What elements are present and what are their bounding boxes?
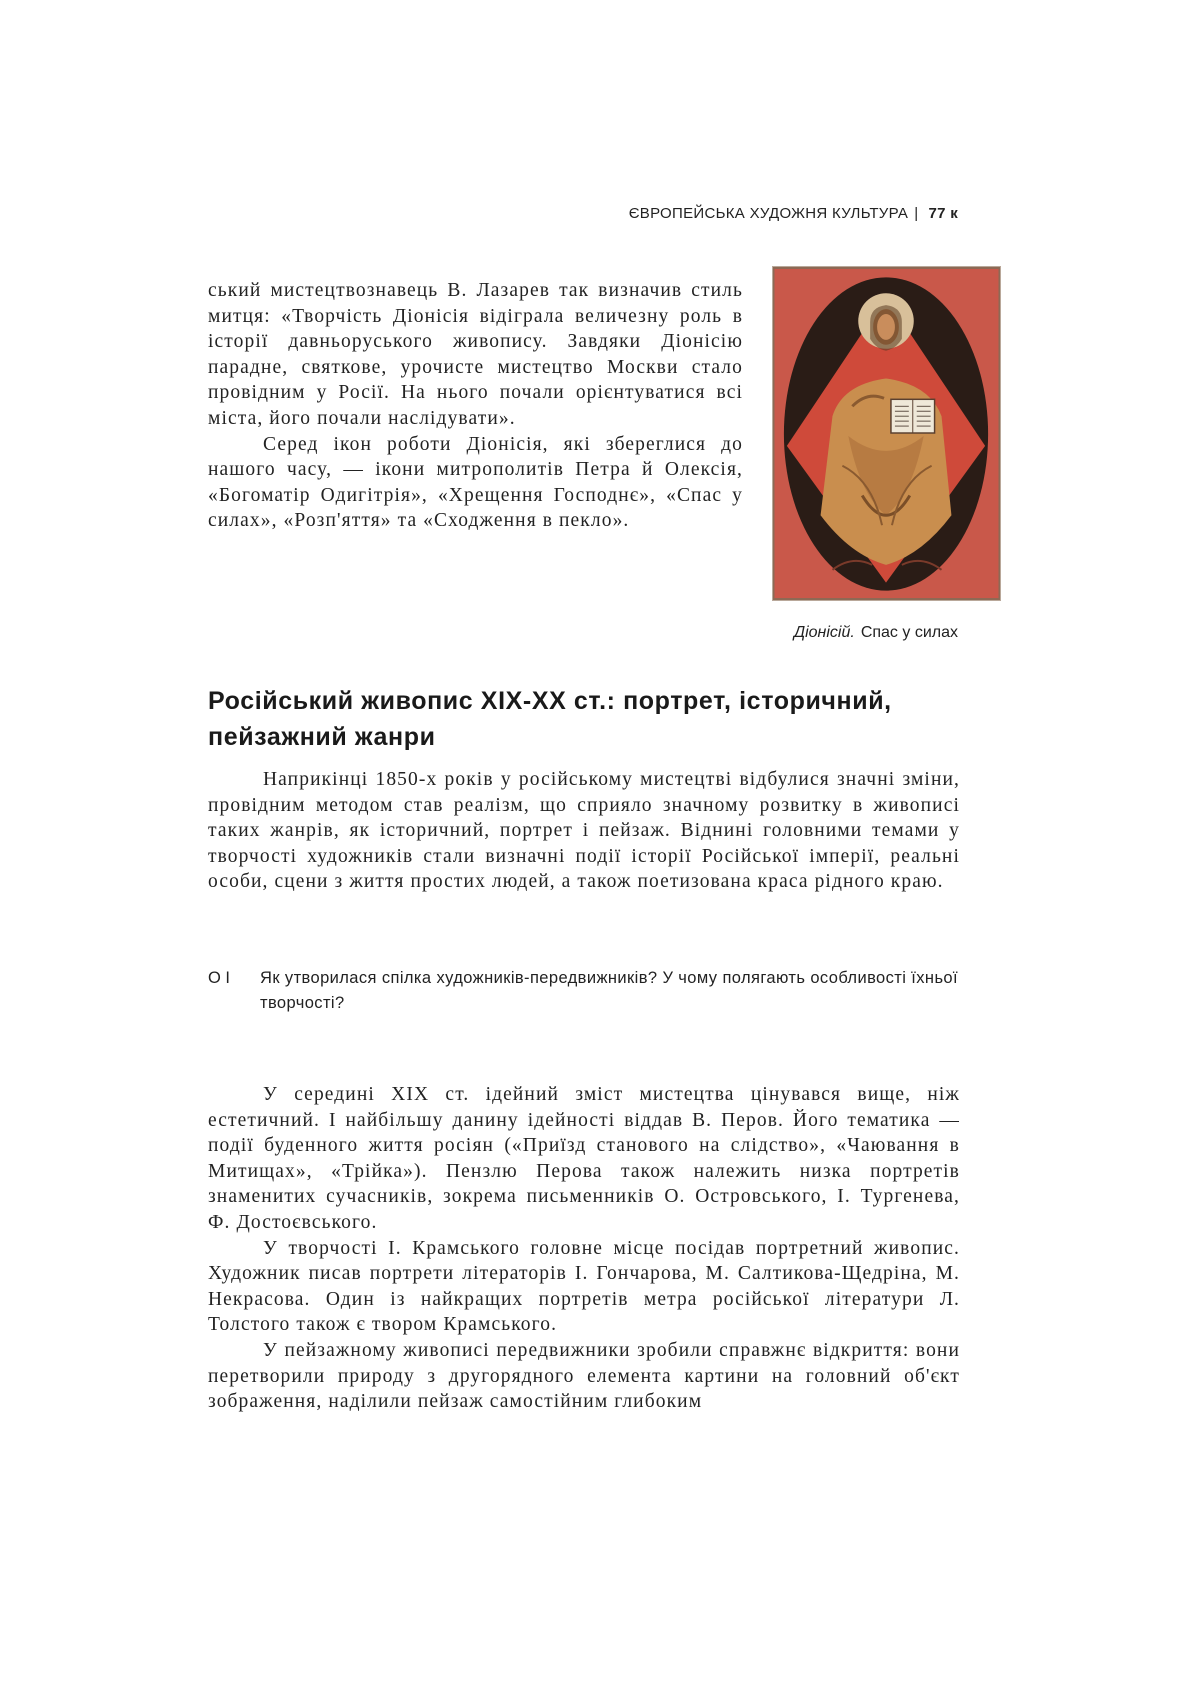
header-separator: | xyxy=(914,205,919,222)
intro-text xyxy=(208,278,743,534)
section-intro-paragraph: Наприкінці 1850-х років у російському мистецтві відбулися значні зміни, провідним методом став реалізм, що сприяло значному розвитку в живописі таких жанрів, як історичний, портрет і пейзаж. Віднині головними темами у творчості художників стали визначні події історії Російської імперії, реальні особи, сцени з життя простих людей, а також поетизована краса рідного краю. xyxy=(208,769,960,893)
running-title: ЄВРОПЕЙСЬКА ХУДОЖНЯ КУЛЬТУРА xyxy=(628,205,909,222)
body-paragraph-1: У середині XIX ст. ідейний зміст мистецтва цінувався вище, ніж естетичний. І найбільшу данину ідейності віддав В. Перов. Його тематика — події буденного життя росіян («Приїзд станового на слідство», «Чаювання в Митищах», «Трійка»). Пензлю Перова також належить низка портретів знаменитих сучасників, зокрема письменників О. Островського, І. Тургенева, Ф. Достоєвського. xyxy=(208,1084,960,1233)
question-text: Як утворилася спілка художників-передвижників? У чому полягають особливості їхньої творчості? xyxy=(260,969,958,1012)
question-marker: О І xyxy=(208,969,231,987)
icon-figure xyxy=(772,266,1002,601)
intro-paragraph-1: ський мистецтвознавець В. Лазарев так визначив стиль митця: «Творчість Діонісія відіграла величезну роль в історії давньоруського живопису. Завдяки Діонісію парадне, святкове, урочисте мистецтво Москви стало провідним у Росії. На нього почали орієнтуватися всі міста, його почали наслідувати». xyxy=(208,280,743,429)
page-number: 77 к xyxy=(928,205,958,222)
body-text xyxy=(208,1082,960,1415)
saviour-in-glory-icon xyxy=(772,266,1001,601)
section-intro-text xyxy=(208,767,960,895)
intro-paragraph-2: Серед ікон роботи Діонісія, які збереглися до нашого часу, — ікони митрополитів Петра й Олексія, «Богоматір Одигітрія», «Хрещення Господнє», «Спас у силах», «Розп'яття» та «Сходження в пекло». xyxy=(208,433,743,532)
review-question xyxy=(208,966,968,1016)
caption-author: Діонісій. xyxy=(793,624,855,641)
body-paragraph-2: У творчості І. Крамського головне місце посідав портретний живопис. Художник писав портрети літераторів І. Гончарова, М. Салтикова-Щедріна, М. Некрасова. Один із найкращих портретів метра російської літератури Л. Толстого також є твором Крамського. xyxy=(208,1237,960,1336)
body-paragraph-3: У пейзажному живописі передвижники зробили справжнє відкриття: вони перетворили природу з другорядного елемента картини на головний об'єкт зображення, наділили пейзаж самостійним глибоким xyxy=(208,1339,960,1413)
figure-caption xyxy=(794,624,958,642)
running-header xyxy=(629,205,958,222)
section-title: Російський живопис XIX-XX ст.: портрет, історичний, пейзажний жанри xyxy=(208,687,892,751)
caption-title: Спас у силах xyxy=(860,624,958,641)
